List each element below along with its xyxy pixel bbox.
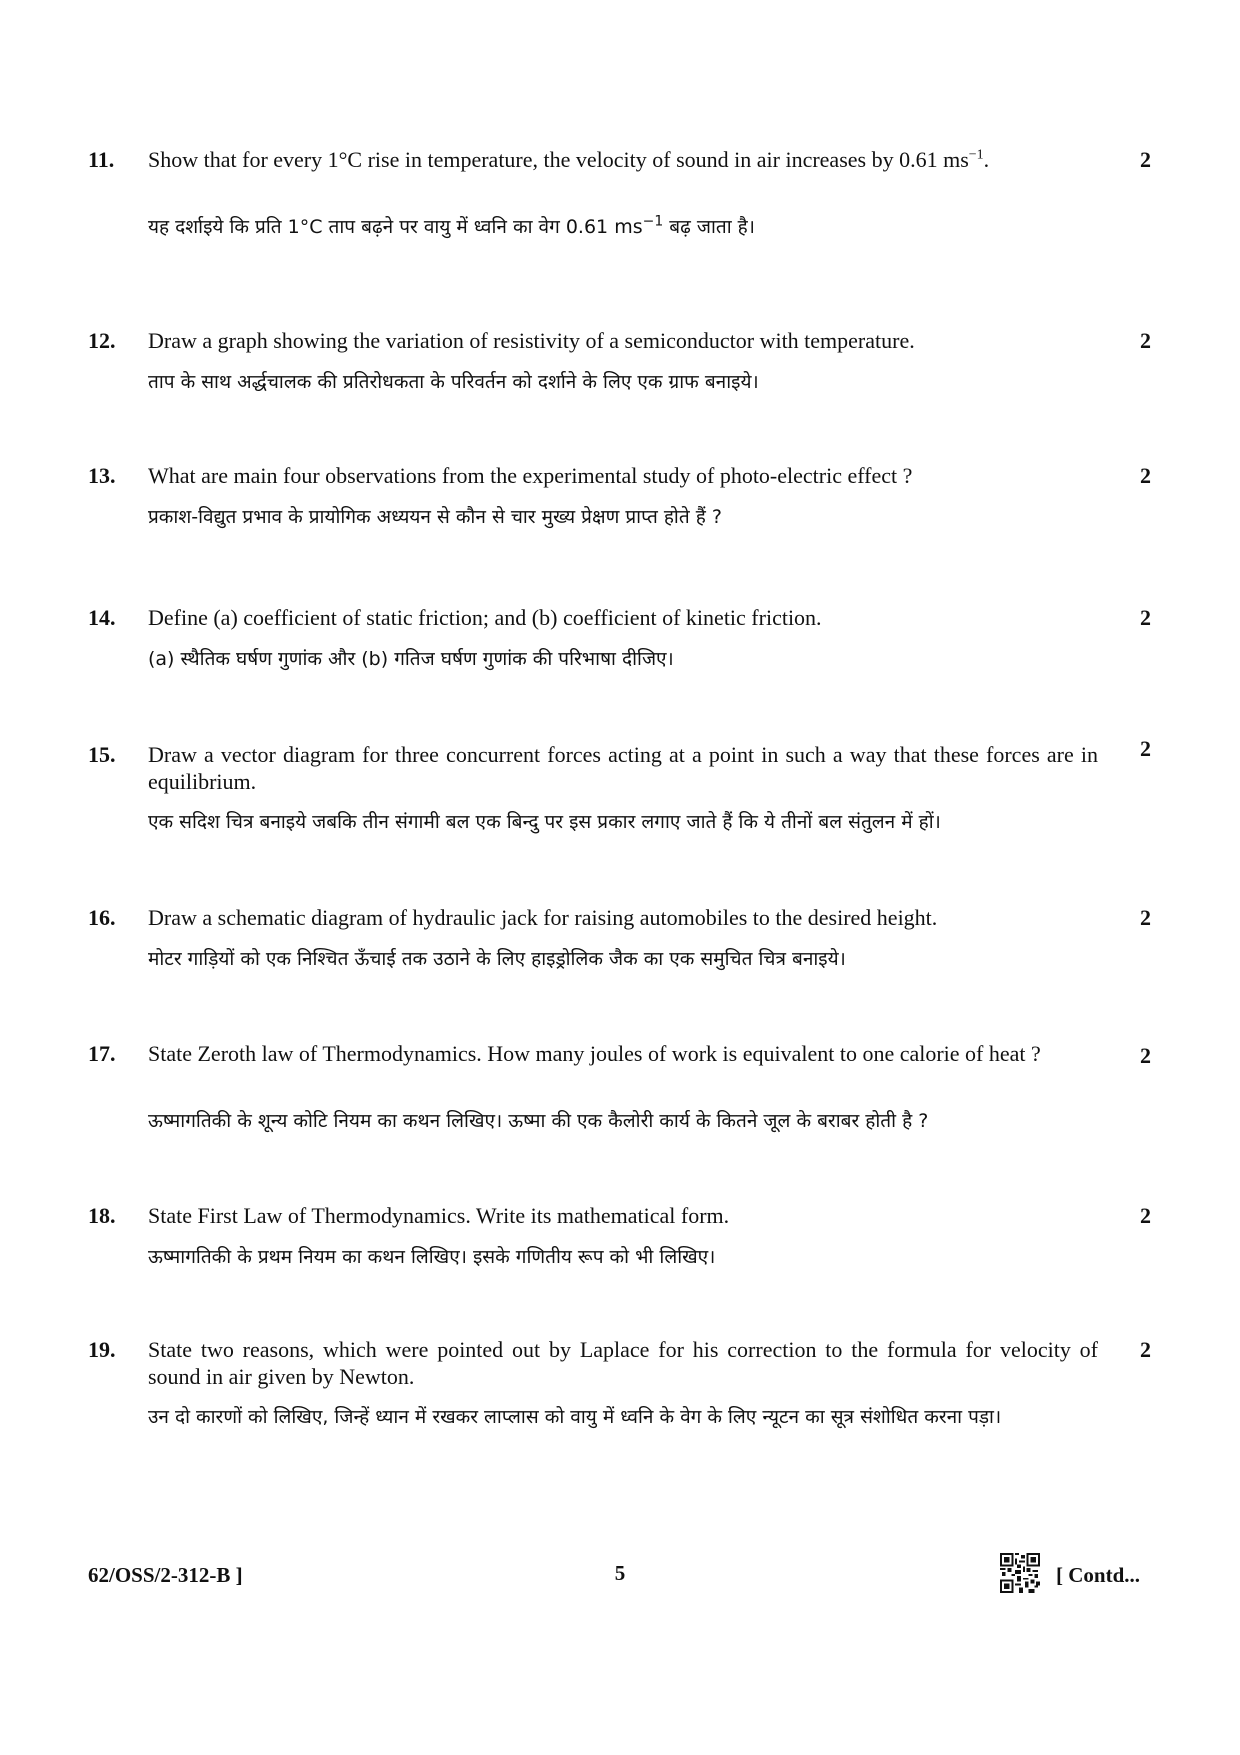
question-text-english: Draw a vector diagram for three concurrent forces acting at a point in such a way that these forces are in equilibrium. bbox=[148, 742, 1098, 794]
question-text-hindi: मोटर गाड़ियों को एक निश्चित ऊँचाई तक उठाने के लिए हाइड्रोलिक जैक का एक समुचित चित्र बनाइये। bbox=[148, 948, 846, 970]
question-text-english: Draw a graph showing the variation of resistivity of a semiconductor with temperature. bbox=[148, 328, 915, 353]
qr-code-icon bbox=[1000, 1553, 1040, 1593]
question-text-english: Draw a schematic diagram of hydraulic jack for raising automobiles to the desired height. bbox=[148, 905, 938, 930]
question-number: 17. bbox=[88, 1041, 116, 1066]
question-text-hindi: यह दर्शाइये कि प्रति 1°C ताप बढ़ने पर वायु में ध्वनि का वेग 0.61 $ms^{-1}$ बढ़ जाता है। bbox=[148, 213, 755, 238]
question-number: 18. bbox=[88, 1203, 116, 1228]
question-text-english: Show that for every 1°C rise in temperature, the velocity of sound in air increases by 0.61 $ms^{-1}$. bbox=[148, 147, 990, 172]
question-text-hindi: प्रकाश-विद्युत प्रभाव के प्रायोगिक अध्ययन से कौन से चार मुख्य प्रेक्षण प्राप्त होते हैं ? bbox=[148, 506, 722, 528]
question-number: 12. bbox=[88, 328, 116, 353]
question-marks: 2 bbox=[1140, 328, 1151, 353]
question-marks: 2 bbox=[1140, 1203, 1151, 1228]
question-number: 15. bbox=[88, 742, 116, 767]
question-marks: 2 bbox=[1140, 605, 1151, 630]
question-text-english: Define (a) coefficient of static friction; and (b) coefficient of kinetic friction. bbox=[148, 605, 822, 630]
question-text-hindi: ऊष्मागतिकी के प्रथम नियम का कथन लिखिए। इसके गणितीय रूप को भी लिखिए। bbox=[148, 1246, 716, 1268]
question-text-english: What are main four observations from the experimental study of photo-electric effect ? bbox=[148, 463, 913, 488]
question-text-english: State two reasons, which were pointed out by Laplace for his correction to the formula for velocity of sound in air given by Newton. bbox=[148, 1337, 1098, 1389]
question-text-hindi: (a) स्थैतिक घर्षण गुणांक और (b) गतिज घर्षण गुणांक की परिभाषा दीजिए। bbox=[148, 648, 674, 670]
question-number: 19. bbox=[88, 1337, 116, 1362]
question-marks: 2 bbox=[1140, 905, 1151, 930]
page-number: 5 bbox=[614, 1561, 626, 1585]
question-text-hindi: उन दो कारणों को लिखिए, जिन्हें ध्यान में रखकर लाप्लास को वायु में ध्वनि के वेग के लिए न्यूटन का सूत्र संशोधित करना पड़ा। bbox=[148, 1406, 1002, 1428]
question-marks: 2 bbox=[1140, 463, 1151, 488]
question-marks: 2 bbox=[1140, 1043, 1151, 1068]
paper-code: 62/OSS/2-312-B ] bbox=[88, 1563, 243, 1587]
question-number: 13. bbox=[88, 463, 116, 488]
question-text-hindi: एक सदिश चित्र बनाइये जबकि तीन संगामी बल एक बिन्दु पर इस प्रकार लगाए जाते हैं कि ये तीनों बल संतुलन में हों। bbox=[148, 811, 941, 833]
question-text-hindi: ऊष्मागतिकी के शून्य कोटि नियम का कथन लिखिए। ऊष्मा की एक कैलोरी कार्य के कितने जूल के बराबर होती है ? bbox=[148, 1110, 929, 1132]
question-number: 16. bbox=[88, 905, 116, 930]
question-number: 14. bbox=[88, 605, 116, 630]
question-number: 11. bbox=[88, 147, 115, 172]
question-text-english: State Zeroth law of Thermodynamics. How many joules of work is equivalent to one calorie of heat ? bbox=[148, 1041, 1041, 1066]
question-text-hindi: ताप के साथ अर्द्धचालक की प्रतिरोधकता के परिवर्तन को दर्शाने के लिए एक ग्राफ बनाइये। bbox=[148, 371, 759, 393]
question-marks: 2 bbox=[1140, 1337, 1151, 1362]
continued-label: [ Contd... bbox=[1056, 1563, 1141, 1587]
question-marks: 2 bbox=[1140, 736, 1151, 761]
question-text-english: State First Law of Thermodynamics. Write its mathematical form. bbox=[148, 1203, 730, 1228]
question-marks: 2 bbox=[1140, 147, 1151, 172]
